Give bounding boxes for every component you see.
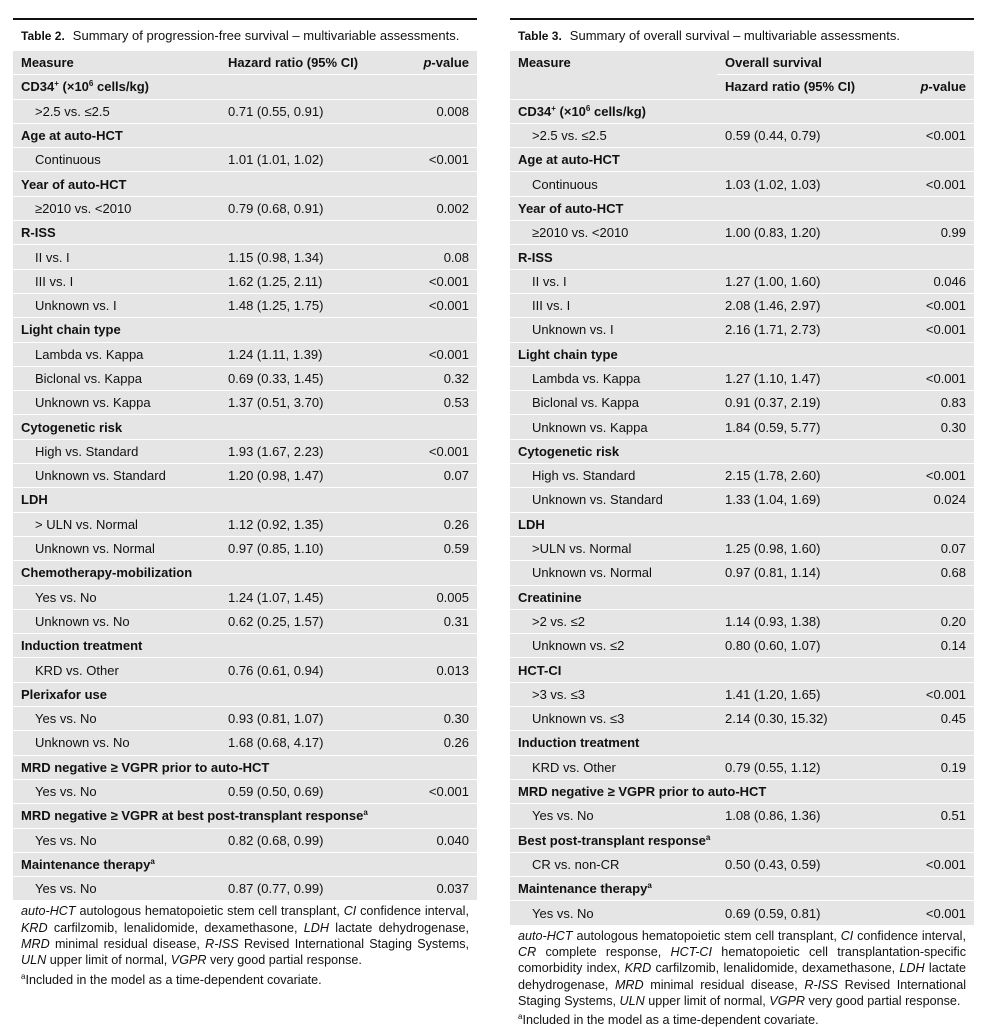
col-header-p-value: p-value xyxy=(423,55,469,71)
table-2-footnote-a: $^a$Included in the model as a time-dependent covariate. xyxy=(21,971,322,987)
hazard-ratio-cell: 2.15 (1.78, 2.60) xyxy=(717,464,898,488)
p-value-cell: 0.51 xyxy=(898,804,974,828)
category-row xyxy=(510,196,974,220)
category-label: Induction treatment xyxy=(510,731,974,755)
category-label: CD34+ ($\times 10^6$ cells/kg) xyxy=(13,75,477,99)
category-row xyxy=(510,99,974,123)
table-row xyxy=(510,293,974,317)
category-label: CD34+ ($\times 10^6$ cells/kg) xyxy=(510,99,974,123)
hazard-ratio-cell: 0.69 (0.59, 0.81) xyxy=(717,901,898,925)
p-value-cell: 0.037 xyxy=(401,877,477,901)
row-label: Yes vs. No xyxy=(510,804,717,828)
p-value-cell: 0.19 xyxy=(898,755,974,779)
col-header-p-value: p-value xyxy=(898,75,974,99)
category-label: LDH xyxy=(13,488,477,512)
table-row xyxy=(13,99,477,123)
p-value-cell: 0.26 xyxy=(401,512,477,536)
category-label: MRD negative ≥ VGPR prior to auto-HCT xyxy=(510,779,974,803)
p-value-cell: 0.013 xyxy=(401,658,477,682)
hazard-ratio-cell: 1.00 (0.83, 1.20) xyxy=(717,221,898,245)
category-row xyxy=(13,755,477,779)
category-label: Maintenance therapy$^a$ xyxy=(13,852,477,876)
category-row xyxy=(510,658,974,682)
table-row xyxy=(13,464,477,488)
p-value-cell: 0.59 xyxy=(401,536,477,560)
table-row xyxy=(510,464,974,488)
p-value-cell: <0.001 xyxy=(898,852,974,876)
category-label: MRD negative ≥ VGPR at best post-transplant response$^a$ xyxy=(13,804,477,828)
col-header-blank xyxy=(510,75,717,99)
category-label: Chemotherapy-mobilization xyxy=(13,561,477,585)
category-row xyxy=(13,634,477,658)
category-row xyxy=(13,561,477,585)
row-label: Yes vs. No xyxy=(13,828,220,852)
hazard-ratio-cell: 1.15 (0.98, 1.34) xyxy=(220,245,401,269)
table-2-caption-text: Summary of progression-free survival – multivariable assessments. xyxy=(72,28,460,43)
table-row xyxy=(510,221,974,245)
p-value-cell: 0.68 xyxy=(898,561,974,585)
p-value-cell: 0.20 xyxy=(898,609,974,633)
hazard-ratio-cell: 1.25 (0.98, 1.60) xyxy=(717,536,898,560)
row-label: Yes vs. No xyxy=(13,707,220,731)
hazard-ratio-cell: 1.41 (1.20, 1.65) xyxy=(717,682,898,706)
category-row xyxy=(510,828,974,852)
col-header-measure: Measure xyxy=(518,55,571,71)
category-row xyxy=(510,585,974,609)
hazard-ratio-cell: 0.76 (0.61, 0.94) xyxy=(220,658,401,682)
table-row xyxy=(13,658,477,682)
hazard-ratio-cell: 1.93 (1.67, 2.23) xyxy=(220,439,401,463)
row-label: >2.5 vs. ≤2.5 xyxy=(510,123,717,147)
table-row xyxy=(510,561,974,585)
p-value-cell: 0.83 xyxy=(898,391,974,415)
col-header-hazard-ratio: Hazard ratio (95% CI) xyxy=(717,75,898,99)
category-row xyxy=(13,318,477,342)
hazard-ratio-cell: 0.79 (0.68, 0.91) xyxy=(220,196,401,220)
table-row xyxy=(510,536,974,560)
row-label: Unknown vs. Standard xyxy=(13,464,220,488)
category-label: MRD negative ≥ VGPR prior to auto-HCT xyxy=(13,755,477,779)
category-row xyxy=(13,852,477,876)
hazard-ratio-cell: 0.91 (0.37, 2.19) xyxy=(717,391,898,415)
p-value-cell: 0.53 xyxy=(401,391,477,415)
row-label: Yes vs. No xyxy=(13,779,220,803)
category-row xyxy=(13,172,477,196)
row-label: Yes vs. No xyxy=(13,877,220,901)
row-label: > ULN vs. Normal xyxy=(13,512,220,536)
table-3-grid xyxy=(510,51,974,925)
hazard-ratio-cell: 0.80 (0.60, 1.07) xyxy=(717,634,898,658)
table-row xyxy=(510,366,974,390)
category-label: Age at auto-HCT xyxy=(13,123,477,147)
category-row xyxy=(13,488,477,512)
category-label: Light chain type xyxy=(13,318,477,342)
hazard-ratio-cell: 1.08 (0.86, 1.36) xyxy=(717,804,898,828)
p-value-cell: 0.07 xyxy=(401,464,477,488)
col-header-overall-survival: Overall survival xyxy=(725,55,822,71)
table-3-header-row-1 xyxy=(510,51,974,75)
hazard-ratio-cell: 0.79 (0.55, 1.12) xyxy=(717,755,898,779)
p-value-cell: <0.001 xyxy=(898,366,974,390)
p-value-cell: <0.001 xyxy=(401,269,477,293)
row-label: Biclonal vs. Kappa xyxy=(510,391,717,415)
category-label: Year of auto-HCT xyxy=(510,196,974,220)
hazard-ratio-cell: 1.24 (1.11, 1.39) xyxy=(220,342,401,366)
row-label: >2.5 vs. ≤2.5 xyxy=(13,99,220,123)
p-value-cell: 0.024 xyxy=(898,488,974,512)
row-label: II vs. I xyxy=(13,245,220,269)
row-label: Unknown vs. Normal xyxy=(13,536,220,560)
table-row xyxy=(510,852,974,876)
row-label: >2 vs. ≤2 xyxy=(510,609,717,633)
table-2-caption xyxy=(13,20,477,51)
row-label: Unknown vs. ≤2 xyxy=(510,634,717,658)
table-2-label: Table 2. xyxy=(21,29,65,43)
table-row xyxy=(13,585,477,609)
table-row xyxy=(510,123,974,147)
row-label: Unknown vs. Standard xyxy=(510,488,717,512)
category-label: Creatinine xyxy=(510,585,974,609)
category-label: Plerixafor use xyxy=(13,682,477,706)
p-value-cell: 0.99 xyxy=(898,221,974,245)
table-row xyxy=(13,707,477,731)
hazard-ratio-cell: 1.62 (1.25, 2.11) xyxy=(220,269,401,293)
row-label: High vs. Standard xyxy=(13,439,220,463)
row-label: >ULN vs. Normal xyxy=(510,536,717,560)
category-row xyxy=(510,779,974,803)
table-2-footnote: auto-HCT autologous hematopoietic stem cell transplant, CI confidence interval, KRD carfilzomib, lenalidomide, dexamethasone, LDH lactate dehydrogenase, MRD minimal residual disease, R-ISS Revised International Staging Systems, ULN upper limit of normal, VGPR very good partial response. xyxy=(21,904,470,968)
category-row xyxy=(510,731,974,755)
hazard-ratio-cell: 2.08 (1.46, 2.97) xyxy=(717,293,898,317)
table-row xyxy=(510,172,974,196)
table-row xyxy=(510,707,974,731)
col-header-measure: Measure xyxy=(21,55,74,71)
table-row xyxy=(13,269,477,293)
p-value-cell: <0.001 xyxy=(898,464,974,488)
table-3-footnote-a: $^a$Included in the model as a time-dependent covariate. xyxy=(518,1012,819,1028)
row-label: Unknown vs. ≤3 xyxy=(510,707,717,731)
p-value-cell: <0.001 xyxy=(401,779,477,803)
category-row xyxy=(13,123,477,147)
p-value-cell: <0.001 xyxy=(401,439,477,463)
category-label: R-ISS xyxy=(510,245,974,269)
table-2 xyxy=(13,18,477,988)
row-label: Continuous xyxy=(13,148,220,172)
hazard-ratio-cell: 1.12 (0.92, 1.35) xyxy=(220,512,401,536)
table-row xyxy=(510,391,974,415)
hazard-ratio-cell: 0.62 (0.25, 1.57) xyxy=(220,609,401,633)
hazard-ratio-cell: 0.59 (0.50, 0.69) xyxy=(220,779,401,803)
p-value-cell: 0.30 xyxy=(401,707,477,731)
row-label: Unknown vs. Normal xyxy=(510,561,717,585)
hazard-ratio-cell: 2.14 (0.30, 15.32) xyxy=(717,707,898,731)
table-3-label: Table 3. xyxy=(518,29,562,43)
row-label: Lambda vs. Kappa xyxy=(13,342,220,366)
table-3-caption xyxy=(510,20,974,51)
row-label: CR vs. non-CR xyxy=(510,852,717,876)
category-label: HCT-CI xyxy=(510,658,974,682)
table-3 xyxy=(510,18,974,1028)
row-label: III vs. I xyxy=(510,293,717,317)
p-value-cell: 0.14 xyxy=(898,634,974,658)
p-value-cell: <0.001 xyxy=(898,901,974,925)
category-row xyxy=(13,415,477,439)
p-value-cell: <0.001 xyxy=(401,148,477,172)
category-label: Cytogenetic risk xyxy=(13,415,477,439)
p-value-cell: 0.002 xyxy=(401,196,477,220)
hazard-ratio-cell: 1.27 (1.10, 1.47) xyxy=(717,366,898,390)
p-value-cell: <0.001 xyxy=(898,682,974,706)
row-label: High vs. Standard xyxy=(510,464,717,488)
hazard-ratio-cell: 1.03 (1.02, 1.03) xyxy=(717,172,898,196)
table-row xyxy=(13,366,477,390)
hazard-ratio-cell: 1.01 (1.01, 1.02) xyxy=(220,148,401,172)
table-row xyxy=(13,148,477,172)
hazard-ratio-cell: 0.82 (0.68, 0.99) xyxy=(220,828,401,852)
hazard-ratio-cell: 0.69 (0.33, 1.45) xyxy=(220,366,401,390)
hazard-ratio-cell: 1.48 (1.25, 1.75) xyxy=(220,293,401,317)
row-label: Unknown vs. Kappa xyxy=(13,391,220,415)
hazard-ratio-cell: 0.87 (0.77, 0.99) xyxy=(220,877,401,901)
row-label: Unknown vs. I xyxy=(13,293,220,317)
category-label: Cytogenetic risk xyxy=(510,439,974,463)
category-row xyxy=(13,682,477,706)
table-row xyxy=(510,804,974,828)
table-row xyxy=(13,439,477,463)
table-row xyxy=(13,196,477,220)
category-label: Light chain type xyxy=(510,342,974,366)
table-3-footnote: auto-HCT autologous hematopoietic stem cell transplant, CI confidence interval, CR complete response, HCT-CI hematopoietic cell transplantation-specific comorbidity index, KRD carfilzomib, lenalidomide, dexamethasone, LDH lactate dehydrogenase, MRD minimal residual disease, R-ISS Revised International Staging Systems, ULN upper limit of normal, VGPR very good partial response. xyxy=(518,928,967,1008)
table-row xyxy=(510,318,974,342)
p-value-cell: 0.005 xyxy=(401,585,477,609)
hazard-ratio-cell: 1.84 (0.59, 5.77) xyxy=(717,415,898,439)
category-label: Year of auto-HCT xyxy=(13,172,477,196)
p-value-cell: 0.040 xyxy=(401,828,477,852)
hazard-ratio-cell: 2.16 (1.71, 2.73) xyxy=(717,318,898,342)
p-value-cell: 0.31 xyxy=(401,609,477,633)
hazard-ratio-cell: 1.24 (1.07, 1.45) xyxy=(220,585,401,609)
category-label: Age at auto-HCT xyxy=(510,148,974,172)
table-2-header-row xyxy=(13,51,477,75)
row-label: II vs. I xyxy=(510,269,717,293)
hazard-ratio-cell: 0.97 (0.81, 1.14) xyxy=(717,561,898,585)
p-value-cell: 0.07 xyxy=(898,536,974,560)
row-label: ≥2010 vs. <2010 xyxy=(13,196,220,220)
row-label: KRD vs. Other xyxy=(510,755,717,779)
table-3-header-row-2 xyxy=(510,75,974,99)
p-value-cell: <0.001 xyxy=(898,318,974,342)
hazard-ratio-cell: 1.68 (0.68, 4.17) xyxy=(220,731,401,755)
table-row xyxy=(13,245,477,269)
hazard-ratio-cell: 0.71 (0.55, 0.91) xyxy=(220,99,401,123)
category-row xyxy=(510,512,974,536)
row-label: Yes vs. No xyxy=(510,901,717,925)
category-label: Induction treatment xyxy=(13,634,477,658)
category-label: Maintenance therapy$^a$ xyxy=(510,877,974,901)
table-2-grid xyxy=(13,51,477,900)
table-row xyxy=(510,269,974,293)
p-value-cell: <0.001 xyxy=(898,293,974,317)
category-row xyxy=(510,148,974,172)
p-value-cell: 0.008 xyxy=(401,99,477,123)
row-label: Unknown vs. No xyxy=(13,731,220,755)
hazard-ratio-cell: 0.50 (0.43, 0.59) xyxy=(717,852,898,876)
row-label: Unknown vs. Kappa xyxy=(510,415,717,439)
category-row xyxy=(510,342,974,366)
p-value-cell: 0.30 xyxy=(898,415,974,439)
table-row xyxy=(13,828,477,852)
category-row xyxy=(510,245,974,269)
category-row xyxy=(510,439,974,463)
table-row xyxy=(510,682,974,706)
row-label: Biclonal vs. Kappa xyxy=(13,366,220,390)
p-value-cell: <0.001 xyxy=(898,123,974,147)
hazard-ratio-cell: 1.33 (1.04, 1.69) xyxy=(717,488,898,512)
category-label: R-ISS xyxy=(13,221,477,245)
table-row xyxy=(510,609,974,633)
row-label: ≥2010 vs. <2010 xyxy=(510,221,717,245)
table-3-caption-text: Summary of overall survival – multivariable assessments. xyxy=(569,28,900,43)
p-value-cell: <0.001 xyxy=(401,293,477,317)
col-header-hazard-ratio: Hazard ratio (95% CI) xyxy=(228,55,359,71)
hazard-ratio-cell: 0.97 (0.85, 1.10) xyxy=(220,536,401,560)
table-row xyxy=(510,755,974,779)
row-label: Lambda vs. Kappa xyxy=(510,366,717,390)
table-row xyxy=(13,779,477,803)
row-label: Continuous xyxy=(510,172,717,196)
table-row xyxy=(510,901,974,925)
table-row xyxy=(13,293,477,317)
row-label: >3 vs. ≤3 xyxy=(510,682,717,706)
row-label: Unknown vs. I xyxy=(510,318,717,342)
hazard-ratio-cell: 0.93 (0.81, 1.07) xyxy=(220,707,401,731)
category-row xyxy=(13,221,477,245)
row-label: Yes vs. No xyxy=(13,585,220,609)
category-row xyxy=(13,804,477,828)
hazard-ratio-cell: 1.14 (0.93, 1.38) xyxy=(717,609,898,633)
p-value-cell: 0.046 xyxy=(898,269,974,293)
category-label: Best post-transplant response$^a$ xyxy=(510,828,974,852)
p-value-cell: <0.001 xyxy=(401,342,477,366)
table-row xyxy=(13,731,477,755)
row-label: Unknown vs. No xyxy=(13,609,220,633)
hazard-ratio-cell: 0.59 (0.44, 0.79) xyxy=(717,123,898,147)
table-row xyxy=(13,391,477,415)
table-row xyxy=(510,488,974,512)
p-value-cell: 0.26 xyxy=(401,731,477,755)
table-row xyxy=(13,877,477,901)
table-row xyxy=(510,634,974,658)
category-label: LDH xyxy=(510,512,974,536)
hazard-ratio-cell: 1.20 (0.98, 1.47) xyxy=(220,464,401,488)
table-row xyxy=(13,536,477,560)
table-row xyxy=(13,342,477,366)
table-row xyxy=(510,415,974,439)
row-label: KRD vs. Other xyxy=(13,658,220,682)
p-value-cell: 0.32 xyxy=(401,366,477,390)
hazard-ratio-cell: 1.27 (1.00, 1.60) xyxy=(717,269,898,293)
hazard-ratio-cell: 1.37 (0.51, 3.70) xyxy=(220,391,401,415)
category-row xyxy=(510,877,974,901)
table-row xyxy=(13,512,477,536)
p-value-cell: 0.45 xyxy=(898,707,974,731)
p-value-cell: 0.08 xyxy=(401,245,477,269)
category-row xyxy=(13,75,477,99)
table-row xyxy=(13,609,477,633)
row-label: III vs. I xyxy=(13,269,220,293)
p-value-cell: <0.001 xyxy=(898,172,974,196)
